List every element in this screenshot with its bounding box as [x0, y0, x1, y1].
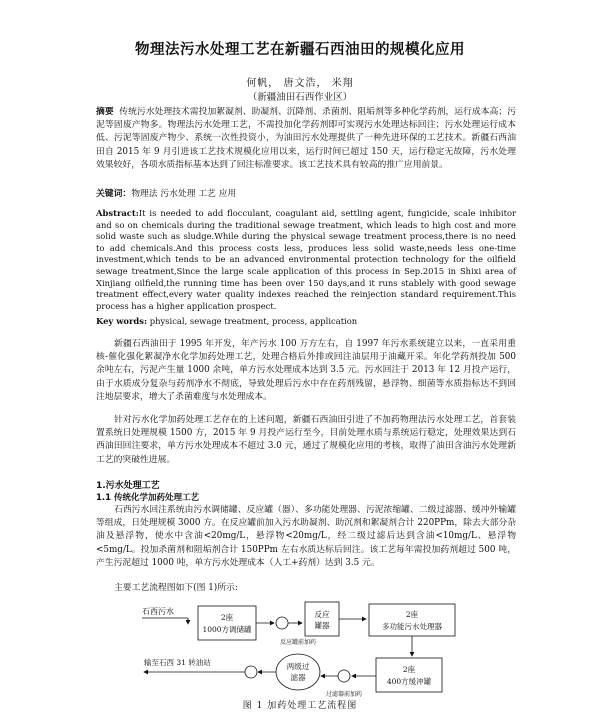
- body-paragraph-3: 石西污水回注系统由污水调储罐、反应罐（器）、多功能处理器、污泥浓缩罐、二级过滤器、缓冲外输罐等组成，日处理规模 3000 方。在反应罐前加入污水助凝剂、助沉剂和絮凝剂合计 220PPm，除去大部分杂油及悬浮物，使水中含油<20mg/L，悬浮物<20mg/L，经二级过滤后达到含油<10mg/L、悬浮物<5mg/L。投加杀菌剂和阻垢剂合计 150PPm 左右水质达标后回注。该工艺每年需投加药剂超过 500 吨，产生污泥超过 1000 吨，单方污水处理成本（人工+药剂）达到 3.5 元。: [96, 505, 516, 568]
- processor-name: 多功能污水处理器: [382, 622, 442, 631]
- abstract-en-label: Abstract:: [96, 208, 139, 218]
- abstract-cn-label: 摘要: [96, 107, 114, 117]
- reactor-dosing-tag: 反应罐前加药: [280, 639, 317, 646]
- tank1-name: 1000方调储罐: [202, 625, 252, 634]
- buffer-count: 2座: [402, 665, 416, 674]
- body-paragraph-2: 针对污水化学加药处理工艺存在的上述问题，新疆石西油田引进了不加药物理法污水处理工艺，首套装置系统日处理规模 1500 方，2015 年 9 月投产运行至今，目前处理水质与系统运行稳定，处理效果达到石西油田回注要求，单方污水处理成本不超过 3.0 元，通过了规模化应用的考核，取得了油田含油污水处理新工艺的突破性进展。: [96, 415, 516, 465]
- diagram-source-label: 石西污水: [142, 607, 174, 616]
- body-paragraph-1: 新疆石西油田于 1995 年开发，年产污水 100 万方左右，自 1997 年污水系统建立以来，一直采用重核-催化强化絮凝净水化学加药处理工艺，处理合格后外排或回注油层用于油藏开采。年化学药剂投加 500 余吨左右，污泥产生量 1000 余吨，单方污水处理成本达到 3.5 元。污水回注于 2013 年 12 月投产运行，由于水质成分复杂与药剂净水不彻底，导致处理后污水中存在药剂残留，悬浮物、细菌等水质指标达不到回注地层要求，增大了杀菌难度与水处理成本。: [96, 339, 516, 402]
- storage-tank-box: [198, 606, 256, 640]
- keywords-cn: [96, 186, 516, 199]
- abstract-cn: [96, 106, 516, 172]
- abstract-en: [96, 208, 516, 312]
- reactor-box: [305, 602, 339, 636]
- reactor-label-1: 反应: [314, 610, 330, 619]
- keywords-cn-text: 物理法 污水处理 工艺 应用: [131, 189, 237, 199]
- keywords-cn-label: 关键词：: [96, 189, 132, 199]
- keywords-en: [96, 316, 516, 326]
- buffer-tank-box: [376, 658, 442, 692]
- processor-count: 2座: [405, 610, 419, 619]
- abstract-en-text: It is needed to add flocculant, coagulant aid, settling agent, fungicide, scale inhibitor and so on chemicals during the traditional sewage treatment, which leads to high cost and more solid waste such as sludge.While during the physical sewage treatment process,there is no need to add chemicals.And this process costs less, produces less solid waste,needs less one-time investment,which tends to be an advanced environmental protection technology for the oilfield sewage treatment,Since the large scale application of this process in Sep.2015 in Shixi area of Xinjiang oilfield,the running time has been over 150 days,and it runs stablely with good sewage treatment effect,every water quality indexes reached the reinjection standard requirement.This process has a higher application prospect.: [96, 208, 516, 311]
- pump-icon: [276, 617, 288, 629]
- filter-vessel: [276, 654, 320, 690]
- keywords-en-text: physical, sewage treatment, process, application: [149, 316, 358, 326]
- abstract-cn-text: 传统污水处理技术需投加絮凝剂、助凝剂、沉降剂、杀菌剂、阻垢剂等多种化学药剂，运行成本高；污泥等固废产物多。物理法污水处理工艺，不需投加化学药剂即可实现污水处理达标回注；污水处理运行成本低、污泥等固废产物少、系统一次性投资小，为油田污水处理提供了一种先进环保的工艺技术。新疆石西油田自 2015 年 9 月引进该工艺技术规模化应用以来，运行时间已超过 150 天，运行稳定无故障，污水处理效果较好，各项水质指标基本达到了回注标准要求。该工艺技术具有较高的推广应用前景。: [96, 107, 516, 170]
- filter-label-1: 两级过: [286, 662, 310, 671]
- process-flow-diagram: [140, 596, 460, 698]
- pump-icon: [245, 666, 257, 678]
- paper-title: 物理法污水处理工艺在新疆石西油田的规模化应用: [135, 42, 465, 58]
- section-heading-1-1: 1.1 传统化学加药处理工艺: [96, 493, 200, 503]
- reactor-label-2: 罐器: [314, 621, 330, 630]
- authors: 何帆， 唐文浩， 米翔: [246, 78, 354, 89]
- multifunction-processor-box: [369, 604, 455, 636]
- body-paragraph-4: 主要工艺流程图如下(图 1)所示:: [114, 583, 238, 593]
- buffer-name: 400方缓冲罐: [386, 677, 432, 686]
- tank1-count: 2座: [220, 613, 234, 622]
- keywords-en-label: Key words:: [96, 316, 148, 326]
- affiliation: （新疆油田石西作业区）: [247, 92, 353, 103]
- figure-caption: 图 1 加药处理工艺流程图: [242, 701, 358, 711]
- pump-icon: [338, 670, 350, 682]
- filter-dosing-tag: 过滤器前加药: [326, 691, 363, 698]
- section-heading-1: 1.污水处理工艺: [96, 481, 160, 491]
- filter-label-2: 滤器: [290, 673, 306, 682]
- outlet-label: 输至石西 31 转油站: [144, 658, 211, 667]
